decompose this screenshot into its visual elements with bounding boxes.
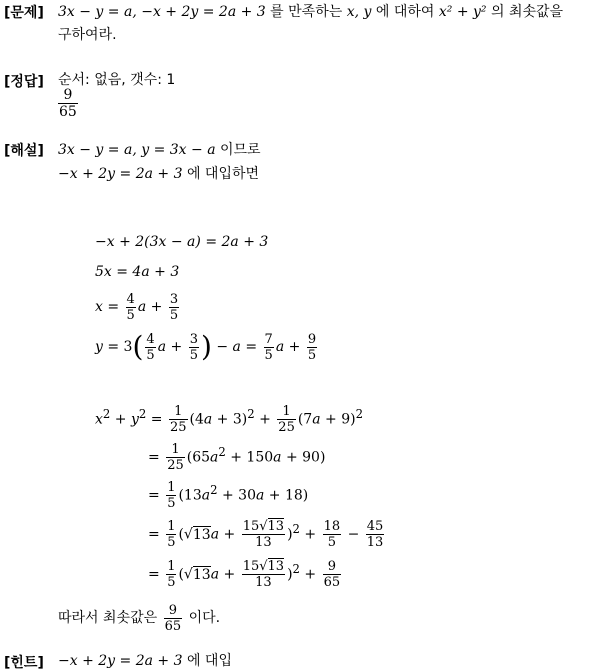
sum-line-1: $x^2 + y^2$ = $\frac{1}{25}$ $(4a + 3)^2$ + $\frac{1}{25}$ $(7a + 9)^2$ (95, 404, 363, 436)
step-x: x = $\frac{4}{5}$ a + $\frac{3}{5}$ (95, 291, 179, 323)
solution-line-2 (58, 165, 259, 183)
sum-line-3: = $\frac{1}{5}$ $(13a^2 + 30a + 18)$ (148, 480, 309, 512)
problem-line-2: 구하여라. (58, 27, 117, 43)
solution-text-1: 이므로 (220, 142, 261, 158)
answer-label: [정답] (4, 74, 44, 90)
problem-text-2: 에 대하여 (375, 4, 435, 20)
conclusion-numerator: 9 (164, 603, 183, 619)
hint-label: [힌트] (4, 655, 44, 671)
conclusion-suffix: 이다. (188, 610, 221, 626)
sum-line-5: = $\frac{1}{5}$ (√13a + $\frac{15√13}{13}$ )$^2$ + $\frac{9}{65}$ (148, 559, 341, 591)
hint-line (58, 652, 232, 670)
problem-line-1 (58, 3, 563, 21)
answer-fraction (58, 87, 78, 120)
solution-text-2: 에 대입하면 (186, 166, 260, 182)
problem-equation: 3x − y = a, −x + 2y = 2a + 3 (58, 4, 266, 20)
sum-line-2: = $\frac{1}{25}$ $(65a^2 + 150a + 90)$ (148, 442, 326, 474)
problem-text-1: 를 만족하는 (270, 4, 343, 20)
problem-label: [문제] (4, 5, 44, 21)
step-2-expr: 5x = 4a + 3 (95, 264, 180, 280)
conclusion (58, 600, 220, 636)
conclusion-fraction (164, 603, 183, 634)
problem-expression: x² + y² (438, 4, 487, 20)
answer-order: 순서: 없음, 갯수: 1 (58, 72, 176, 88)
step-1 (95, 233, 268, 251)
conclusion-denominator: 65 (164, 618, 182, 634)
solution-label: [해설] (4, 143, 44, 159)
problem-vars: x, y (346, 4, 372, 20)
step-2 (95, 263, 179, 281)
answer-denominator: 65 (59, 104, 77, 120)
solution-eq-2: −x + 2y = 2a + 3 (58, 166, 183, 182)
hint-equation: −x + 2y = 2a + 3 (58, 653, 183, 669)
step-1-expr: −x + 2(3x − a) = 2a + 3 (95, 234, 269, 250)
step-y: y = 3( $\frac{4}{5}$ a + $\frac{3}{5}$ ) − a = $\frac{7}{5}$ a + $\frac{9}{5}$ (95, 330, 317, 363)
solution-line-1 (58, 141, 261, 159)
hint-text: 에 대입 (186, 653, 232, 669)
solution-eq-1: 3x − y = a, y = 3x − a (58, 142, 216, 158)
answer-numerator: 9 (58, 87, 78, 104)
problem-text-3: 의 최솟값을 (491, 4, 564, 20)
sum-line-4: = $\frac{1}{5}$ (√13a + $\frac{15√13}{13}$ )$^2$ + $\frac{18}{5}$ − $\frac{45}{13}$ (148, 519, 384, 551)
conclusion-text: 따라서 최솟값은 (58, 610, 158, 626)
